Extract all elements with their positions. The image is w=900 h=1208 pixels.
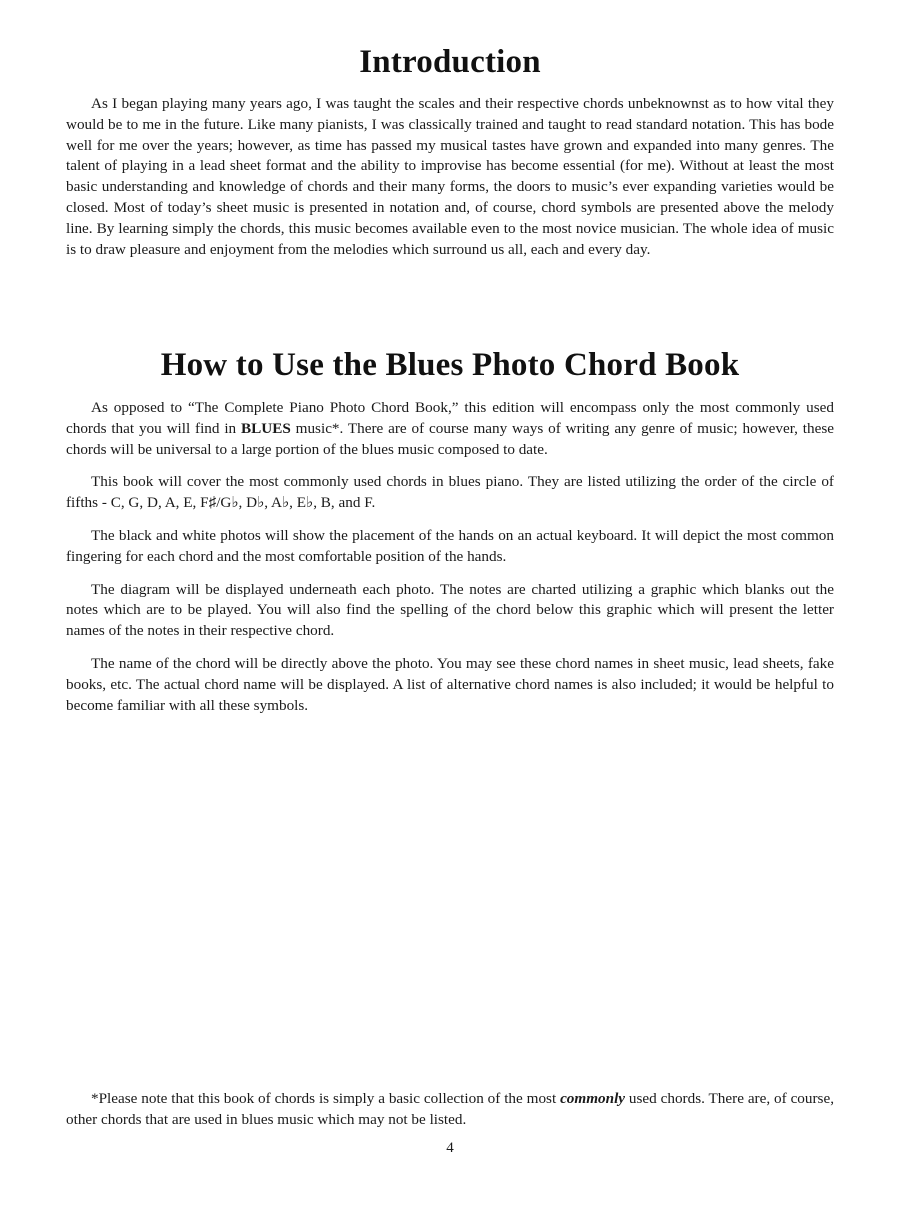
how-to-use-section [66, 398, 834, 716]
how-to-paragraph-4: The diagram will be displayed underneath each photo. The notes are charted utilizing a graphic which blanks out the notes which are to be played. You will also find the spelling of the chord below this graphic which will present the letter names of the notes in their respective chord. [66, 580, 834, 640]
footnote [66, 1089, 834, 1131]
how-to-paragraph-3: The black and white photos will show the placement of the hands on an actual keyboard. It will depict the most common fingering for each chord and the most comfortable position of the hands. [66, 526, 834, 565]
introduction-section [66, 94, 834, 260]
page-number: 4 [446, 1140, 454, 1156]
footnote-text-after: used chords. There are, of course, other chords that are used in blues music which may not be listed. [66, 1090, 835, 1128]
book-page [66, 0, 834, 1208]
p1-text-before: As opposed to “The Complete Piano Photo Chord Book,” this edition will encompass only the most commonly used chords that you will find in [66, 399, 834, 437]
how-to-paragraph-5: The name of the chord will be directly above the photo. You may see these chord names in sheet music, lead sheets, fake books, etc. The actual chord name will be displayed. A list of alternative chord names is also included; it would be helpful to become familiar with all these symbols. [66, 654, 834, 714]
how-to-use-heading: How to Use the Blues Photo Chord Book [160, 347, 740, 383]
introduction-paragraph: As I began playing many years ago, I was taught the scales and their respective chords unbeknownst as to how vital they would be to me in the future. Like many pianists, I was classically trained and taught to read standard notation. This has bode well for me over the years; however, as time has passed my musical tastes have grown and expanded into many genres. The talent of playing in a lead sheet format and the ability to improvise has become essential (for me). Without at least the most basic understanding and knowledge of chords and their many forms, the doors to music’s ever expanding varieties would be closed. Most of today’s sheet music is presented in notation and, of course, chord symbols are presented above the melody line. By learning simply the chords, this music becomes available even to the most novice musician. The whole idea of music is to draw pleasure and enjoyment from the melodies which surround us all, each and every day. [66, 95, 834, 258]
footnote-text-before: *Please note that this book of chords is simply a basic collection of the most [91, 1090, 561, 1107]
footnote-paragraph [66, 1089, 834, 1131]
blues-emphasis: BLUES [241, 419, 291, 437]
commonly-emphasis: commonly [560, 1090, 626, 1107]
p1-text-after: music*. There are of course many ways of writing any genre of music; however, these chords will be universal to a large portion of the blues music composed to date. [66, 419, 834, 458]
introduction-heading: Introduction [359, 44, 541, 80]
how-to-paragraph-2: This book will cover the most commonly used chords in blues piano. They are listed utilizing the order of the circle of fifths - C, G, D, A, E, F♯/G♭, D♭, A♭, E♭, B, and F. [66, 473, 834, 512]
how-to-paragraph-1 [66, 398, 834, 460]
